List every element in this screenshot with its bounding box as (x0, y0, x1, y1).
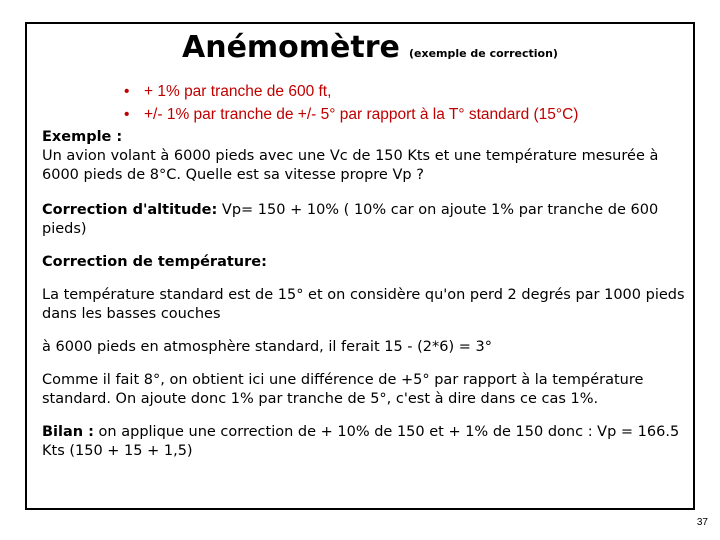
example-text: Un avion volant à 6000 pieds avec une Vc de 150 Kts et une température mesurée à 6000 pieds de 8°C. Quelle est sa vitesse propre Vp ? (42, 148, 659, 183)
page-number: 37 (696, 517, 708, 528)
altitude-correction: Correction d'altitude: Vp= 150 + 10% ( 10% car on ajoute 1% par tranche de 600 pieds) (42, 202, 659, 237)
bullet-item: • +/- 1% par tranche de +/- 5° par rapport à la T° standard (15°C) (124, 103, 578, 126)
temperature-text-3: Comme il fait 8°, on obtient ici une différence de +5° par rapport à la température standard. On ajoute donc 1% par tranche de 5°, c'est à dire dans ce cas 1%. (42, 372, 644, 407)
bullet-item: • + 1% par tranche de 600 ft, (124, 80, 578, 103)
temperature-text-1: La température standard est de 15° et on considère qu'on perd 2 degrés par 1000 pieds dans les basses couches (42, 287, 685, 322)
temperature-text-2: à 6000 pieds en atmosphère standard, il ferait 15 - (2*6) = 3° (42, 339, 493, 355)
rule-bullets (124, 80, 578, 126)
bullet-dot-icon: • (124, 83, 130, 100)
bilan: Bilan : on applique une correction de + 10% de 150 et + 1% de 150 donc : Vp = 166.5 Kts (150 + 15 + 1,5) (42, 424, 680, 459)
temperature-correction-label: Correction de température: (42, 254, 267, 270)
bullet-dot-icon: • (124, 106, 130, 123)
example-label: Exemple : (42, 129, 123, 145)
slide-title: Anémomètre (182, 30, 400, 65)
title-row (182, 30, 558, 65)
slide-subtitle: (exemple de correction) (408, 47, 558, 60)
slide-content (42, 128, 692, 461)
